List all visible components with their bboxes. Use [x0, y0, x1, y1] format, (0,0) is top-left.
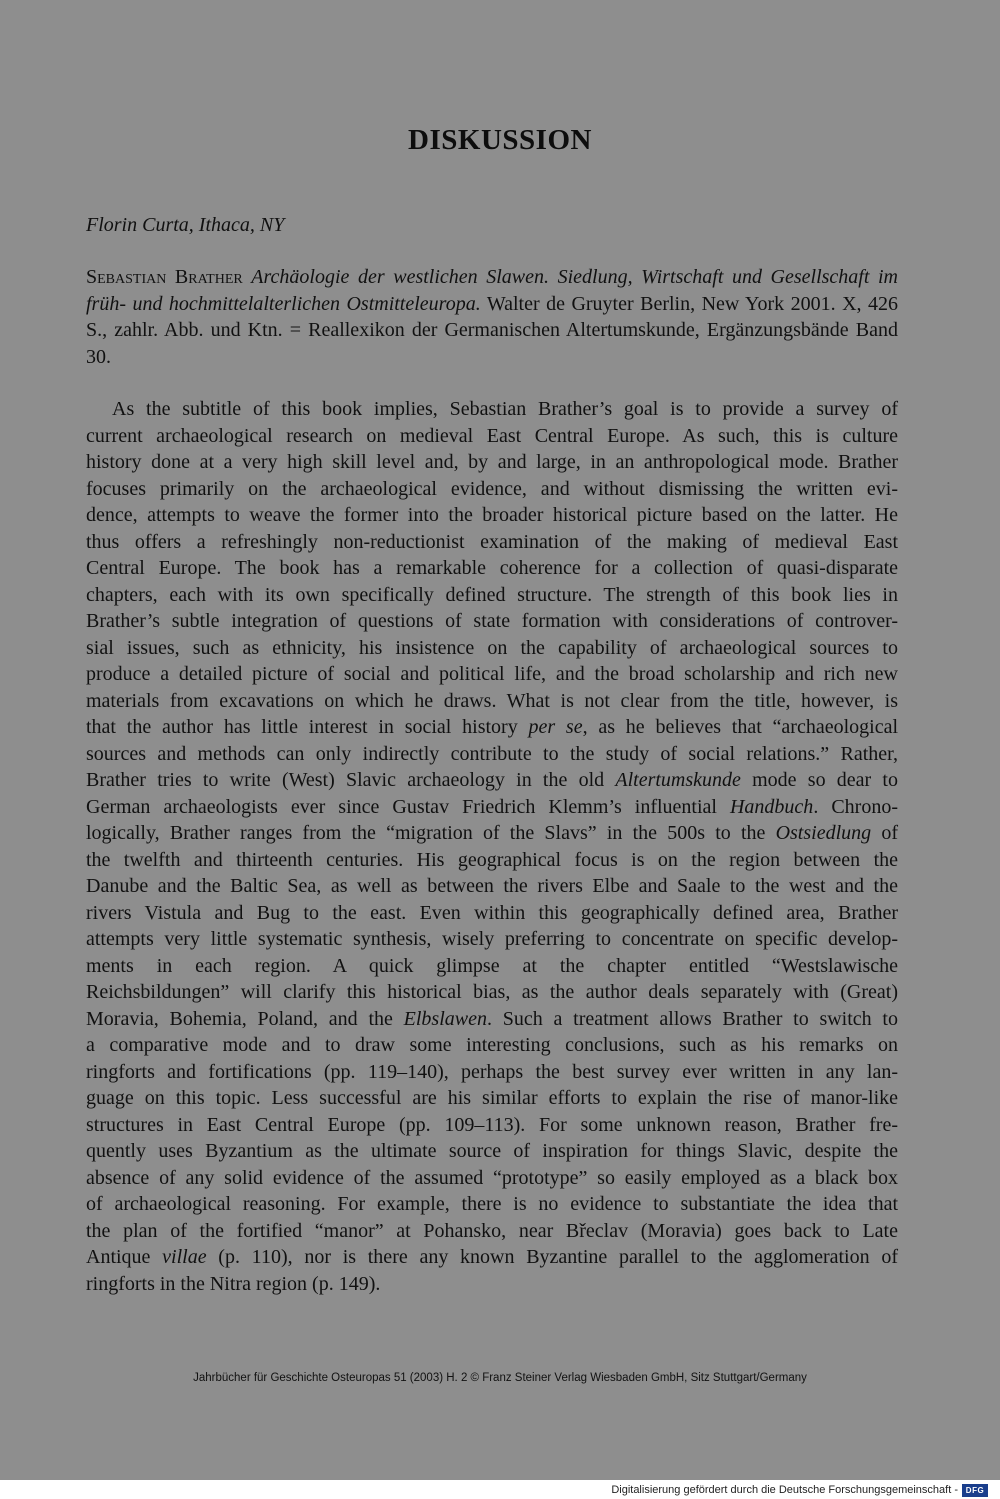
body-line: a comparative mode and to draw some interesting conclusions, such as his remarks on: [86, 1034, 898, 1056]
bibliographic-citation: [86, 264, 898, 370]
body-line: the twelfth and thirteenth centuries. His geographical focus is on the region between the: [86, 848, 898, 871]
body-line: guage on this topic. Less successful are his similar efforts to explain the rise of manor-like: [86, 1087, 898, 1109]
body-line: As the subtitle of this book implies, Sebastian Brather’s goal is to provide a survey of: [112, 398, 898, 420]
body-line: focuses primarily on the archaeological evidence, and without dismissing the written evi-: [86, 477, 898, 500]
reviewed-book-title: Archäologie der westlichen Slawen. Siedlung, Wirtschaft und Gesellschaft im früh- und hochmittelalterlichen Ostmitteleuropa.: [86, 266, 898, 315]
body-line: sial issues, such as ethnicity, his insistence on the capability of archaeological sources to: [86, 636, 898, 659]
body-line: rivers Vistula and Bug to the east. Even within this geographically defined area, Brather: [86, 901, 898, 924]
body-line: thus offers a refreshingly non-reductionist examination of the making of medieval East: [86, 530, 898, 553]
body-line: the plan of the fortified “manor” at Pohansko, near Břeclav (Moravia) goes back to Late: [86, 1219, 898, 1242]
body-line: materials from excavations on which he draws. What is not clear from the title, however, is: [86, 689, 898, 712]
publication-info: Walter de Gruyter Berlin, New York 2001. X, 426 S., zahlr. Abb. und Ktn. = Reallexikon der Germanischen Altertumskunde, Ergänzungsbände Band 30.: [86, 292, 899, 368]
body-line: sources and methods can only indirectly contribute to the study of social relations.” Rather,: [86, 742, 898, 765]
page-title: DISKUSSION: [408, 124, 592, 156]
body-line: Moravia, Bohemia, Poland, and the Elbslawen. Such a treatment allows Brather to switch to: [86, 1007, 898, 1030]
body-line: German archaeologists ever since Gustav Friedrich Klemm’s influential Handbuch. Chrono-: [86, 795, 898, 818]
body-line: current archaeological research on medieval East Central Europe. As such, this is culture: [86, 424, 898, 447]
body-line: of archaeological reasoning. For example, there is no evidence to substantiate the idea that: [86, 1193, 898, 1215]
body-line: Antique villae (p. 110), nor is there any known Byzantine parallel to the agglomeration of: [86, 1246, 898, 1268]
body-line: history done at a very high skill level and, by and large, in an anthropological mode. Brather: [86, 451, 898, 473]
digitization-credit: [611, 1481, 988, 1499]
review-author: Florin Curta, Ithaca, NY: [86, 214, 285, 236]
digitization-note: Digitalisierung gefördert durch die Deutsche Forschungsgemeinschaft -: [611, 1484, 958, 1496]
body-line: quently uses Byzantium as the ultimate source of inspiration for things Slavic, despite the: [86, 1140, 898, 1162]
body-line: ringforts and fortifications (pp. 119–140), perhaps the best survey ever written in any lan-: [86, 1060, 898, 1083]
body-line: Central Europe. The book has a remarkable coherence for a collection of quasi-disparate: [86, 557, 898, 579]
body-line: absence of any solid evidence of the assumed “prototype” so easily employed as a black box: [86, 1166, 898, 1189]
body-line: that the author has little interest in social history per se, as he believes that “archaeological: [86, 716, 899, 738]
body-line: Reichsbildungen” will clarify this historical bias, as the author deals separately with (Great): [86, 981, 898, 1003]
body-line: Brather tries to write (West) Slavic archaeology in the old Altertumskunde mode so dear to: [86, 769, 898, 791]
body-line: chapters, each with its own specifically defined structure. The strength of this book lies in: [86, 583, 898, 606]
dfg-logo: DFG: [962, 1484, 988, 1497]
body-line: Danube and the Baltic Sea, as well as between the rivers Elbe and Saale to the west and the: [86, 875, 898, 897]
body-line: logically, Brather ranges from the “migration of the Slavs” in the 500s to the Ostsiedlung of: [86, 822, 898, 844]
body-line: structures in East Central Europe (pp. 109–113). For some unknown reason, Brather fre-: [86, 1113, 898, 1136]
body-line: Brather’s subtle integration of questions of state formation with considerations of controver-: [86, 610, 898, 632]
review-body: [86, 396, 898, 1297]
journal-footer: Jahrbücher für Geschichte Osteuropas 51 (2003) H. 2 © Franz Steiner Verlag Wiesbaden GmbH, Sitz Stuttgart/Germany: [193, 1372, 807, 1384]
body-line: produce a detailed picture of social and political life, and the broad scholarship and rich new: [86, 663, 898, 685]
body-line: dence, attempts to weave the former into the broader historical picture based on the latter. He: [86, 504, 898, 526]
reviewed-book-author: Sebastian Brather: [86, 266, 243, 288]
body-line: ringforts in the Nitra region (p. 149).: [86, 1272, 381, 1295]
body-line: ments in each region. A quick glimpse at the chapter entitled “Westslawische: [86, 954, 898, 977]
body-line: attempts very little systematic synthesis, wisely preferring to concentrate on specific develop-: [86, 928, 898, 950]
